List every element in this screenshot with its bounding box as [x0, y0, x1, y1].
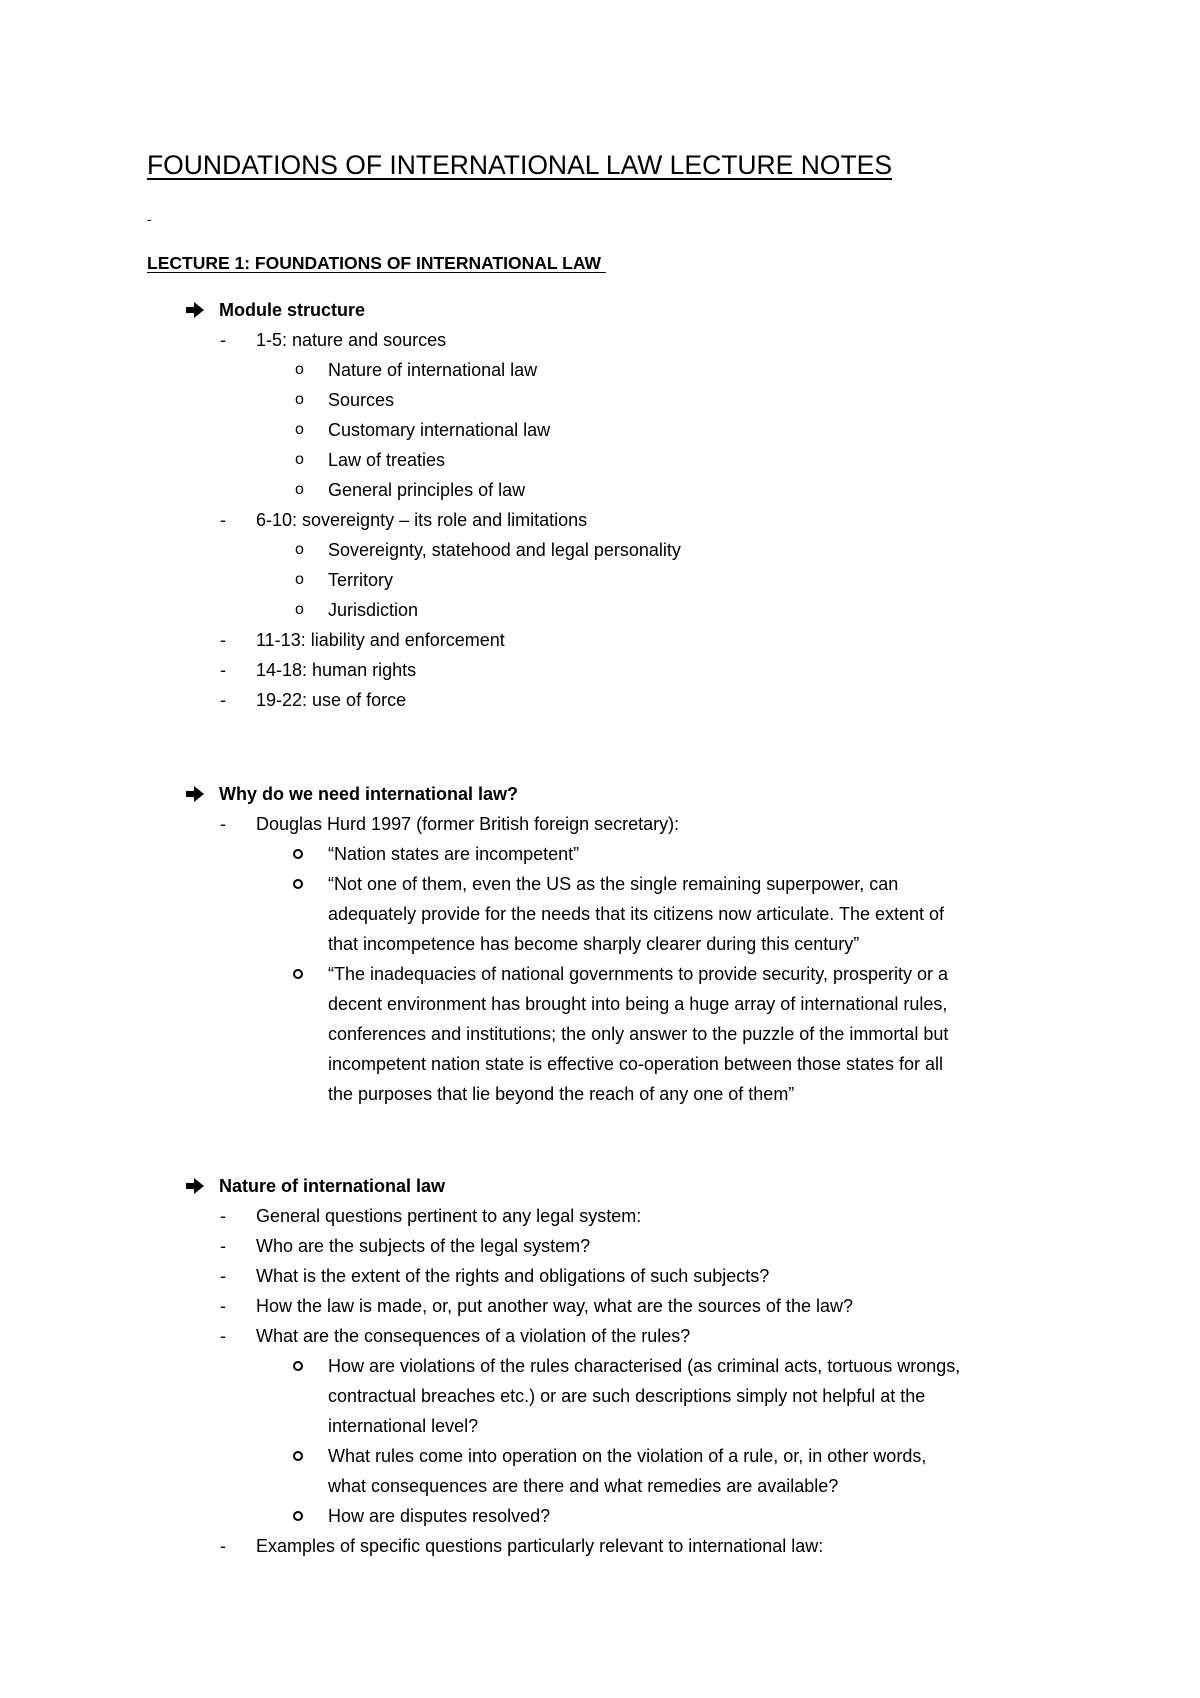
hollow-bullet: o [295, 451, 304, 468]
hollow-bullet: o [295, 481, 304, 498]
hollow-bullet: o [295, 541, 304, 558]
list-item-text: Examples of specific questions particularly relevant to international law: [256, 1536, 824, 1556]
dash-bullet: - [220, 814, 226, 834]
hollow-bullet: o [295, 391, 304, 408]
hollow-bullet: o [295, 421, 304, 438]
ring-bullet-icon [293, 1361, 303, 1371]
right-arrow-icon [185, 784, 205, 804]
list-item-text: What is the extent of the rights and obligations of such subjects? [256, 1266, 770, 1286]
quote-text: “The inadequacies of national governments to provide security, prosperity or a [328, 964, 948, 984]
sub-list-item-text: international level? [328, 1416, 479, 1436]
section-heading: Why do we need international law? [219, 784, 519, 804]
dash-bullet: - [220, 1236, 226, 1256]
sub-list-item-text: what consequences are there and what remedies are available? [328, 1476, 839, 1496]
sub-list-item-text: General principles of law [328, 480, 526, 500]
list-item-text: Who are the subjects of the legal system? [256, 1236, 591, 1256]
sub-list-item-text: How are violations of the rules characterised (as criminal acts, tortuous wrongs, [328, 1356, 961, 1376]
section-heading: Module structure [219, 300, 366, 320]
lecture-title: LECTURE 1: FOUNDATIONS OF INTERNATIONAL LAW [147, 253, 606, 273]
ring-bullet-icon [293, 849, 303, 859]
list-item-text: 19-22: use of force [256, 690, 407, 710]
quote-text: “Nation states are incompetent” [328, 844, 580, 864]
list-item-text: Douglas Hurd 1997 (former British foreign secretary): [256, 814, 680, 834]
document-title: FOUNDATIONS OF INTERNATIONAL LAW LECTURE NOTES [147, 150, 893, 180]
sub-list-item-text: Jurisdiction [328, 600, 419, 620]
dash-bullet: - [220, 1326, 226, 1346]
sub-list-item-text: How are disputes resolved? [328, 1506, 551, 1526]
sub-list-item-text: contractual breaches etc.) or are such descriptions simply not helpful at the [328, 1386, 926, 1406]
dash-bullet: - [220, 510, 226, 530]
quote-text: that incompetence has become sharply clearer during this century” [328, 934, 860, 954]
sub-list-item-text: Sovereignty, statehood and legal personality [328, 540, 681, 560]
quote-text: incompetent nation state is effective co-operation between those states for all [328, 1054, 944, 1074]
quote-text: the purposes that lie beyond the reach of any one of them” [328, 1084, 795, 1104]
ring-bullet-icon [293, 969, 303, 979]
sub-list-item-text: What rules come into operation on the violation of a rule, or, in other words, [328, 1446, 927, 1466]
list-item-text: 1-5: nature and sources [256, 330, 447, 350]
hollow-bullet: o [295, 601, 304, 618]
list-item-text: 6-10: sovereignty – its role and limitations [256, 510, 588, 530]
dash-bullet: - [220, 690, 226, 710]
ring-bullet-icon [293, 1451, 303, 1461]
list-item-text: 14-18: human rights [256, 660, 417, 680]
dash-bullet: - [220, 1536, 226, 1556]
stray-dash: - [147, 211, 152, 227]
dash-bullet: - [220, 660, 226, 680]
sub-list-item-text: Territory [328, 570, 394, 590]
quote-text: “Not one of them, even the US as the single remaining superpower, can [328, 874, 899, 894]
list-item-text: 11-13: liability and enforcement [256, 630, 505, 650]
ring-bullet-icon [293, 1511, 303, 1521]
sub-list-item-text: Customary international law [328, 420, 551, 440]
sub-list-item-text: Sources [328, 390, 395, 410]
dash-bullet: - [220, 630, 226, 650]
dash-bullet: - [220, 1296, 226, 1316]
sub-list-item-text: Law of treaties [328, 450, 446, 470]
right-arrow-icon [185, 300, 205, 320]
ring-bullet-icon [293, 879, 303, 889]
dash-bullet: - [220, 1266, 226, 1286]
quote-text: decent environment has brought into being a huge array of international rules, [328, 994, 948, 1014]
dash-bullet: - [220, 330, 226, 350]
quote-text: adequately provide for the needs that its citizens now articulate. The extent of [328, 904, 945, 924]
quote-text: conferences and institutions; the only answer to the puzzle of the immortal but [328, 1024, 949, 1044]
right-arrow-icon [185, 1176, 205, 1196]
list-item-text: How the law is made, or, put another way, what are the sources of the law? [256, 1296, 853, 1316]
dash-bullet: - [220, 1206, 226, 1226]
list-item-text: What are the consequences of a violation of the rules? [256, 1326, 691, 1346]
sub-list-item-text: Nature of international law [328, 360, 538, 380]
section-heading: Nature of international law [219, 1176, 446, 1196]
list-item-text: General questions pertinent to any legal system: [256, 1206, 642, 1226]
hollow-bullet: o [295, 571, 304, 588]
hollow-bullet: o [295, 361, 304, 378]
